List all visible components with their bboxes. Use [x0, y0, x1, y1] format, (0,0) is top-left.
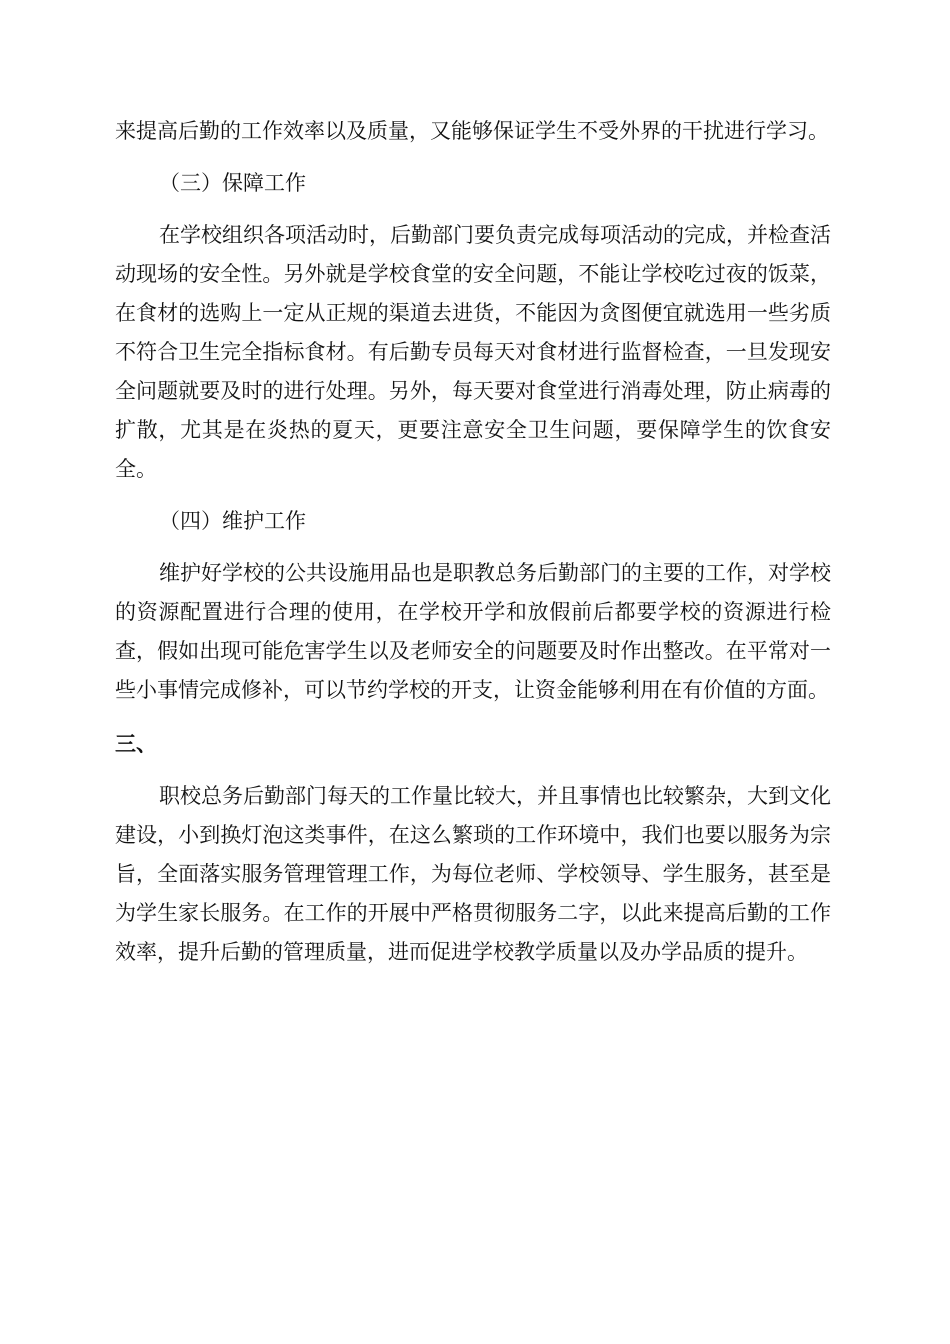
paragraph-weihu: 维护好学校的公共设施用品也是职教总务后勤部门的主要的工作，对学校的资源配置进行合理的使用，在学校开学和放假前后都要学校的资源进行检查，假如出现可能危害学生以及老师安全的问题要及时作出整改。在平常对一些小事情完成修补，可以节约学校的开支，让资金能够利用在有价值的方面。 [115, 561, 831, 702]
spacer [115, 710, 831, 724]
paragraph-continuation: 来提高后勤的工作效率以及质量，又能够保证学生不受外界的干扰进行学习。 [115, 119, 829, 143]
spacer [115, 541, 831, 554]
spacer [115, 489, 831, 502]
spacer [115, 151, 831, 164]
document-body [115, 112, 831, 972]
section-heading-weihu: （四）维护工作 [159, 509, 306, 533]
part-heading-three: 三、 [115, 731, 157, 756]
spacer [115, 763, 831, 777]
section-heading-baozhang: （三）保障工作 [159, 171, 306, 195]
paragraph-part-three: 职校总务后勤部门每天的工作量比较大，并且事情也比较繁杂，大到文化建设，小到换灯泡这类事件，在这么繁琐的工作环境中，我们也要以服务为宗旨，全面落实服务管理管理工作，为每位老师、学校领导、学生服务，甚至是为学生家长服务。在工作的开展中严格贯彻服务二字，以此来提高后勤的工作效率，提升后勤的管理质量，进而促进学校教学质量以及办学品质的提升。 [115, 784, 831, 964]
paragraph-baozhang: 在学校组织各项活动时，后勤部门要负责完成每项活动的完成，并检查活动现场的安全性。另外就是学校食堂的安全问题，不能让学校吃过夜的饭菜，在食材的选购上一定从正规的渠道去进货，不能因为贪图便宜就选用一些劣质不符合卫生完全指标食材。有后勤专员每天对食材进行监督检查，一旦发现安全问题就要及时的进行处理。另外，每天要对食堂进行消毒处理，防止病毒的扩散，尤其是在炎热的夏天，更要注意安全卫生问题，要保障学生的饮食安全。 [115, 223, 831, 481]
spacer [115, 203, 831, 216]
